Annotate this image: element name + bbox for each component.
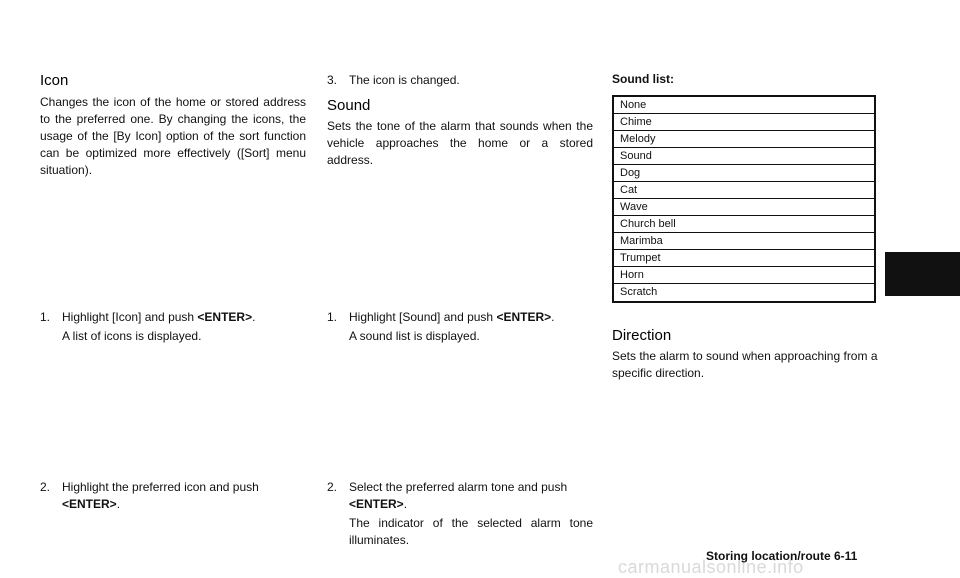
step-text: The icon is changed. (349, 73, 460, 87)
step-end: . (116, 497, 121, 511)
section-title-direction: Direction (612, 327, 672, 344)
sound-list-item: Wave (614, 199, 874, 216)
sound-description: Sets the tone of the alarm that sounds when the vehicle approaches the home or a stored address. (327, 119, 593, 167)
sound-step-1 (327, 309, 593, 326)
sound-step-2 (327, 479, 593, 513)
sound-list-item: Chime (614, 114, 874, 131)
sound-list-item: Scratch (620, 286, 658, 298)
sound-list-item: Trumpet (614, 250, 874, 267)
step-end: . (551, 310, 555, 324)
step-text: Highlight the preferred icon and push (62, 480, 259, 494)
step-end: . (252, 310, 256, 324)
step-number: 2. (40, 480, 51, 494)
enter-key: <ENTER> (496, 310, 552, 324)
step-text: Highlight [Icon] and push (62, 310, 198, 324)
sound-list-item: Church bell (614, 216, 874, 233)
step-number: 1. (327, 310, 338, 324)
enter-key: <ENTER> (62, 497, 117, 511)
sound-list-item: Horn (614, 267, 874, 284)
step-text: Highlight [Sound] and push (349, 310, 497, 324)
icon-step-1-result: A list of icons is displayed. (62, 329, 202, 343)
step-number: 1. (40, 310, 51, 324)
icon-description: Changes the icon of the home or stored address to the preferred one. By changing the icons, the usage of the [By Icon] option of the sort function can be optimized more effectively ([Sort] menu situation). (40, 95, 306, 177)
step-end: . (403, 497, 408, 511)
watermark: carmanualsonline.info (618, 557, 804, 577)
sound-list-item: Melody (614, 131, 874, 148)
enter-key: <ENTER> (197, 310, 253, 324)
icon-step-2 (40, 479, 306, 513)
sound-list-title: Sound list: (612, 72, 674, 86)
step-number: 3. (327, 73, 338, 87)
sound-list-table (612, 95, 876, 303)
sound-list-item: Cat (614, 182, 874, 199)
enter-key: <ENTER> (349, 497, 404, 511)
page-footer: Storing location/route 6-11 (706, 549, 858, 563)
sound-list-item: None (614, 97, 874, 114)
step-number: 2. (327, 480, 338, 494)
section-title-icon: Icon (40, 72, 69, 89)
sound-step-2-result: The indicator of the selected alarm tone illuminates. (349, 516, 593, 547)
step-text: Select the preferred alarm tone and push (349, 480, 568, 494)
chapter-tab (885, 252, 960, 296)
sound-step-1-result: A sound list is displayed. (349, 329, 480, 343)
sound-list-item: Marimba (614, 233, 874, 250)
sound-list-item: Dog (614, 165, 874, 182)
section-title-sound: Sound (327, 97, 371, 114)
icon-step-3 (327, 72, 593, 89)
sound-list-item: Sound (614, 148, 874, 165)
icon-step-1 (40, 309, 306, 326)
direction-description: Sets the alarm to sound when approaching from a specific direction. (612, 349, 878, 380)
